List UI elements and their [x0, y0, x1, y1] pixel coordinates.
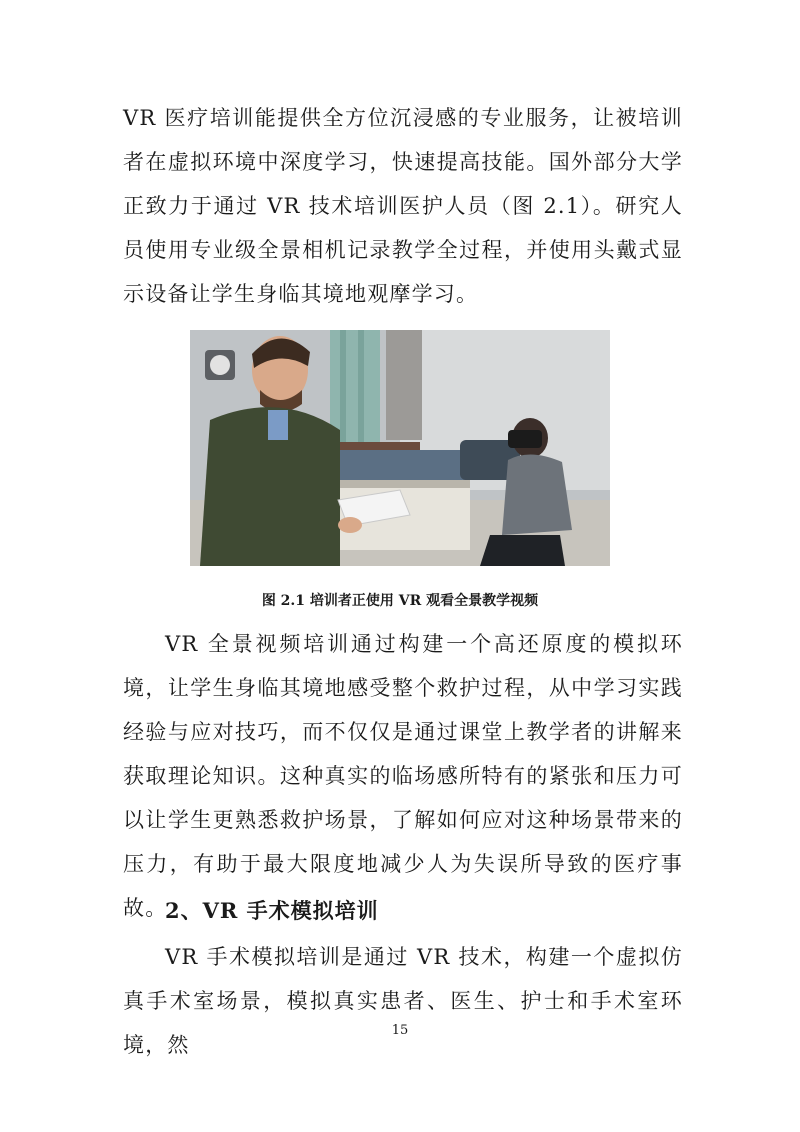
photo-illustration [190, 330, 610, 566]
figure-photo [190, 330, 610, 566]
paragraph-vr-panorama: VR 全景视频培训通过构建一个高还原度的模拟环境，让学生身临其境地感受整个救护过程，从中学习实践经验与应对技巧，而不仅仅是通过课堂上教学者的讲解来获取理论知识。这种真实的临场感所特有的紧张和压力可以让学生更熟悉救护场景，了解如何应对这种场景带来的压力，有助于最大限度地减少人为失误所导致的医疗事故。 [123, 632, 683, 920]
page-number: 15 [391, 1023, 409, 1038]
section-heading: 2、VR 手术模拟培训 [165, 898, 379, 923]
figure-caption: 图 2.1 培训者正使用 VR 观看全景教学视频 [261, 593, 539, 609]
paragraph-surgery-sim: VR 手术模拟培训是通过 VR 技术，构建一个虚拟仿真手术室场景，模拟真实患者、医生、护士和手术室环境，然 [123, 945, 683, 1057]
paragraph-intro: VR 医疗培训能提供全方位沉浸感的专业服务，让被培训者在虚拟环境中深度学习，快速提高技能。国外部分大学正致力于通过 VR 技术培训医护人员（图 2.1）。研究人员使用专业级全景相机记录教学全过程，并使用头戴式显示设备让学生身临其境地观摩学习。 [123, 106, 683, 306]
